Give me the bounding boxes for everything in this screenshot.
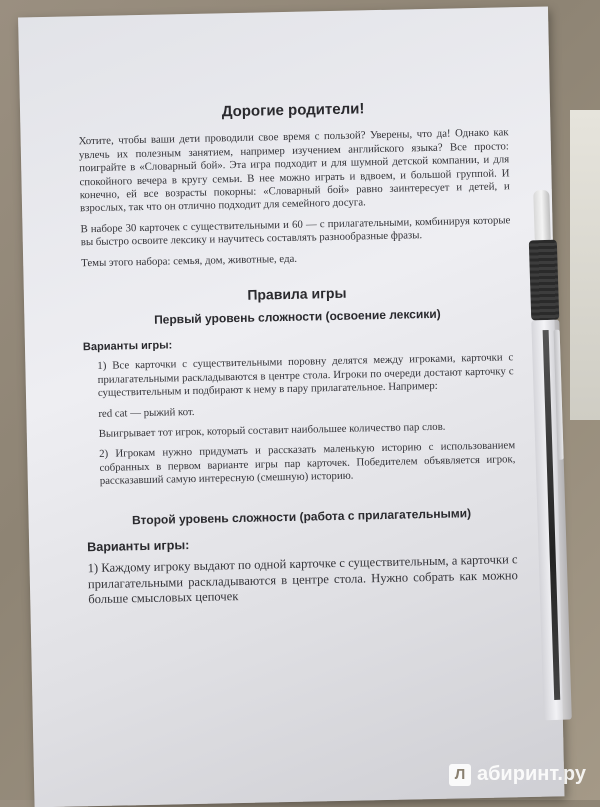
pen-rubber-grip (529, 240, 559, 321)
intro-paragraph-2: В наборе 30 карточек с существительными и 60 — с прилагательными, комбинируя которые вы быстро освоите лексику и научитесь составлять разнообразные фразы. (80, 214, 511, 249)
background-paper-edge (570, 110, 600, 420)
sheet-text (78, 99, 519, 615)
printed-instruction-sheet (18, 6, 564, 807)
labirint-watermark (449, 763, 586, 786)
level1-winner-rule: Выигрывает тот игрок, который составит наибольшее количество пар слов. (98, 420, 446, 440)
page-title: Дорогие родители! (221, 100, 365, 121)
watermark-text: абиринт.ру (476, 763, 586, 785)
intro-paragraph-3: Темы этого набора: семья, дом, животные, еда. (81, 252, 298, 269)
rules-title: Правила игры (247, 284, 347, 303)
level1-example: red cat — рыжий кот. (98, 405, 195, 420)
intro-paragraph-1: Хотите, чтобы ваши дети проводили свое время с пользой? Уверены, что да! Однако как увлечь их полезным занятием, например изучением английского языка? Все просто: поиграйте в «Словарный бой». Эта игра подходит и для шумной детской компании, и для спокойного вечера в кругу семьи. В нее можно играть и вдвоем, и большой группой. И конечно, ей все возрасты покорны: «Словарный бой» равно заинтересует и детей, и взрослых, так что он отлично подходит для семейного досуга. (78, 126, 510, 215)
level2-variants-label: Варианты игры: (87, 538, 190, 555)
level1-variant-2: 2) Игрокам нужно придумать и рассказать маленькую историю с использованием собранных в первом варианте игры пар карточек. Победителем объявляется игрок, рассказавший самую интересную (смешную) историю. (99, 439, 516, 488)
level1-variant-1: 1) Все карточки с существительными поровну делятся между игроками, карточки с прилагательными раскладываются в центре стола. Игроки по очереди достают карточку с существительным и подбирают к нему в пару прилагательное. Например: (97, 351, 514, 400)
labirint-logo-icon: Л (449, 764, 471, 786)
pen-cap-tip (533, 190, 551, 240)
level1-variants-label: Варианты игры: (82, 339, 173, 354)
level2-variant-1: 1) Каждому игроку выдают по одной карточке с существительным, а карточки с прилагательными раскладываются в центре стола. Нужно собрать как можно больше смысловых цепочек (87, 552, 518, 607)
level1-title: Первый уровень сложности (освоение лексики) (153, 307, 441, 328)
level2-title: Второй уровень сложности (работа с прилагательными) (131, 505, 472, 527)
